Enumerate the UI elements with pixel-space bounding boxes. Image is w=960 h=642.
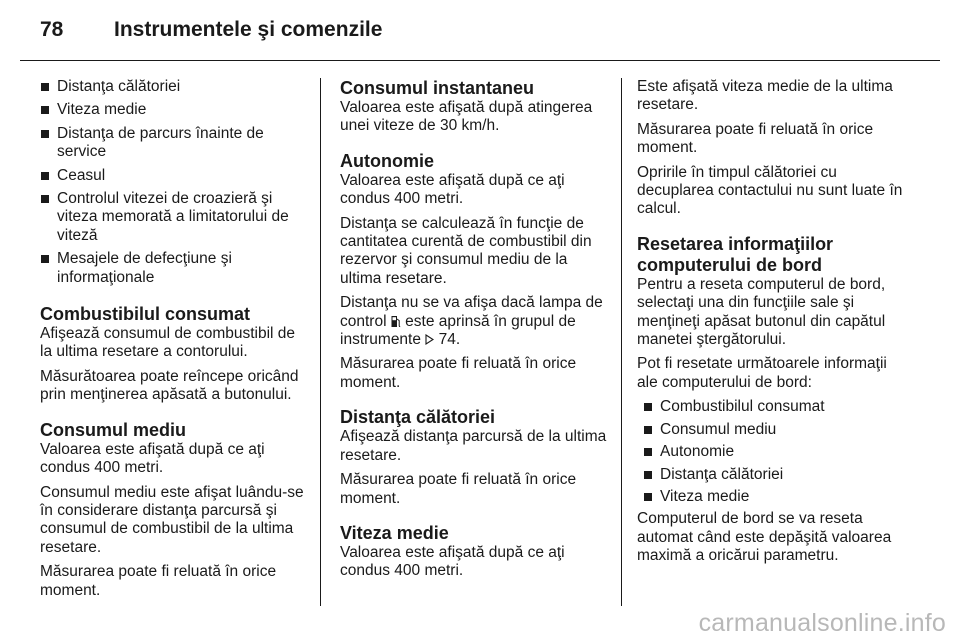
list-item: Distanţa călătoriei: [40, 78, 310, 96]
list-item: Mesajele de defecţiune şi informaţionale: [40, 250, 310, 287]
paragraph: Afişează consumul de combustibil de la ultima resetare a contorului.: [40, 325, 296, 361]
paragraph: Afişează distanţa parcursă de la ultima resetare.: [340, 428, 607, 464]
list-item: Viteza medie: [40, 101, 310, 119]
paragraph: Pentru a reseta computerul de bord, selectaţi una din funcţiile sale şi menţineţi apăsat butonul din capătul manetei ştergătorului.: [637, 275, 886, 349]
section-heading: Viteza medie: [340, 522, 449, 543]
paragraph: Măsurarea poate fi reluată în orice moment.: [340, 471, 577, 507]
paragraph: Opririle în timpul călătoriei cu decuplarea contactului nu sunt luate în calcul.: [637, 163, 903, 218]
page-header: [40, 18, 382, 48]
list-item: Controlul vitezei de croazieră şi viteza memorată a limitatorului de viteză: [40, 190, 310, 245]
section-heading: Distanţa călătoriei: [340, 407, 496, 428]
page-reference: 74.: [438, 331, 461, 349]
list-item: Autonomie: [641, 443, 909, 461]
paragraph: Este afişată viteza medie de la ultima resetare.: [637, 78, 893, 114]
paragraph: Măsurarea poate fi reluată în orice moment.: [340, 355, 577, 391]
paragraph: Distanţa se calculează în funcţie de cantitatea curentă de combustibil din rezervor şi consumul mediu de la ultima resetare.: [340, 214, 592, 287]
section-heading: Autonomie: [340, 150, 434, 171]
column-left: [40, 78, 310, 600]
paragraph: Măsurătoarea poate reîncepe oricând prin menţinerea apăsată a butonului.: [40, 367, 299, 404]
page-title: Instrumentele şi comenzile: [114, 18, 383, 41]
watermark: carmanualsonline.info: [698, 609, 946, 637]
paragraph: Pot fi resetate următoarele informaţii ale computerului de bord:: [637, 355, 887, 391]
paragraph: Măsurarea poate fi reluată în orice moment.: [637, 120, 874, 157]
paragraph: Valoarea este afişată după ce aţi condus 400 metri.: [340, 543, 565, 580]
paragraph: Valoarea este afişată după atingerea unei viteze de 30 km/h.: [340, 99, 593, 135]
paragraph: Valoarea este afişată după ce aţi condus 400 metri.: [40, 440, 265, 477]
header-rule: [20, 60, 940, 61]
fuel-pump-icon: [391, 314, 401, 328]
paragraph: Măsurarea poate fi reluată în orice moment.: [40, 563, 277, 599]
arrow-triangle-icon: [425, 334, 434, 345]
section-heading: Consumul mediu: [40, 419, 187, 440]
list-item: Distanţa de parcurs înainte de service: [40, 125, 310, 162]
column-divider: [320, 78, 321, 606]
paragraph: Computerul de bord se va reseta automat când este depăşită valoarea maximă a oricărui parametru.: [637, 510, 892, 565]
paragraph: Valoarea este afişată după ce aţi condus 400 metri.: [340, 171, 565, 208]
section-heading: Resetarea informaţiilor computerului de bord: [637, 233, 834, 275]
display-items-list: [40, 78, 310, 287]
list-item: Distanţa călătoriei: [641, 466, 909, 484]
column-divider: [621, 78, 622, 606]
paragraph: [340, 294, 612, 349]
reset-items-list: [637, 398, 909, 506]
column-middle: [340, 78, 612, 581]
section-heading: Consumul instantaneu: [340, 78, 535, 98]
section-heading: Combustibilul consumat: [40, 304, 251, 325]
list-item: Consumul mediu: [641, 421, 909, 439]
column-right: [637, 78, 909, 566]
page-number: 78: [40, 18, 64, 41]
paragraph-text: Distanţa nu se va afişa dacă lampa de control: [340, 294, 603, 330]
paragraph: Consumul mediu este afişat luându-se în considerare distanţa parcursă şi consumul de combustibil de la ultima resetare.: [40, 483, 304, 556]
list-item: Combustibilul consumat: [641, 398, 909, 416]
list-item: Viteza medie: [641, 488, 909, 506]
paragraph-text: este aprinsă în grupul de instrumente: [340, 312, 576, 349]
list-item: Ceasul: [40, 167, 310, 185]
